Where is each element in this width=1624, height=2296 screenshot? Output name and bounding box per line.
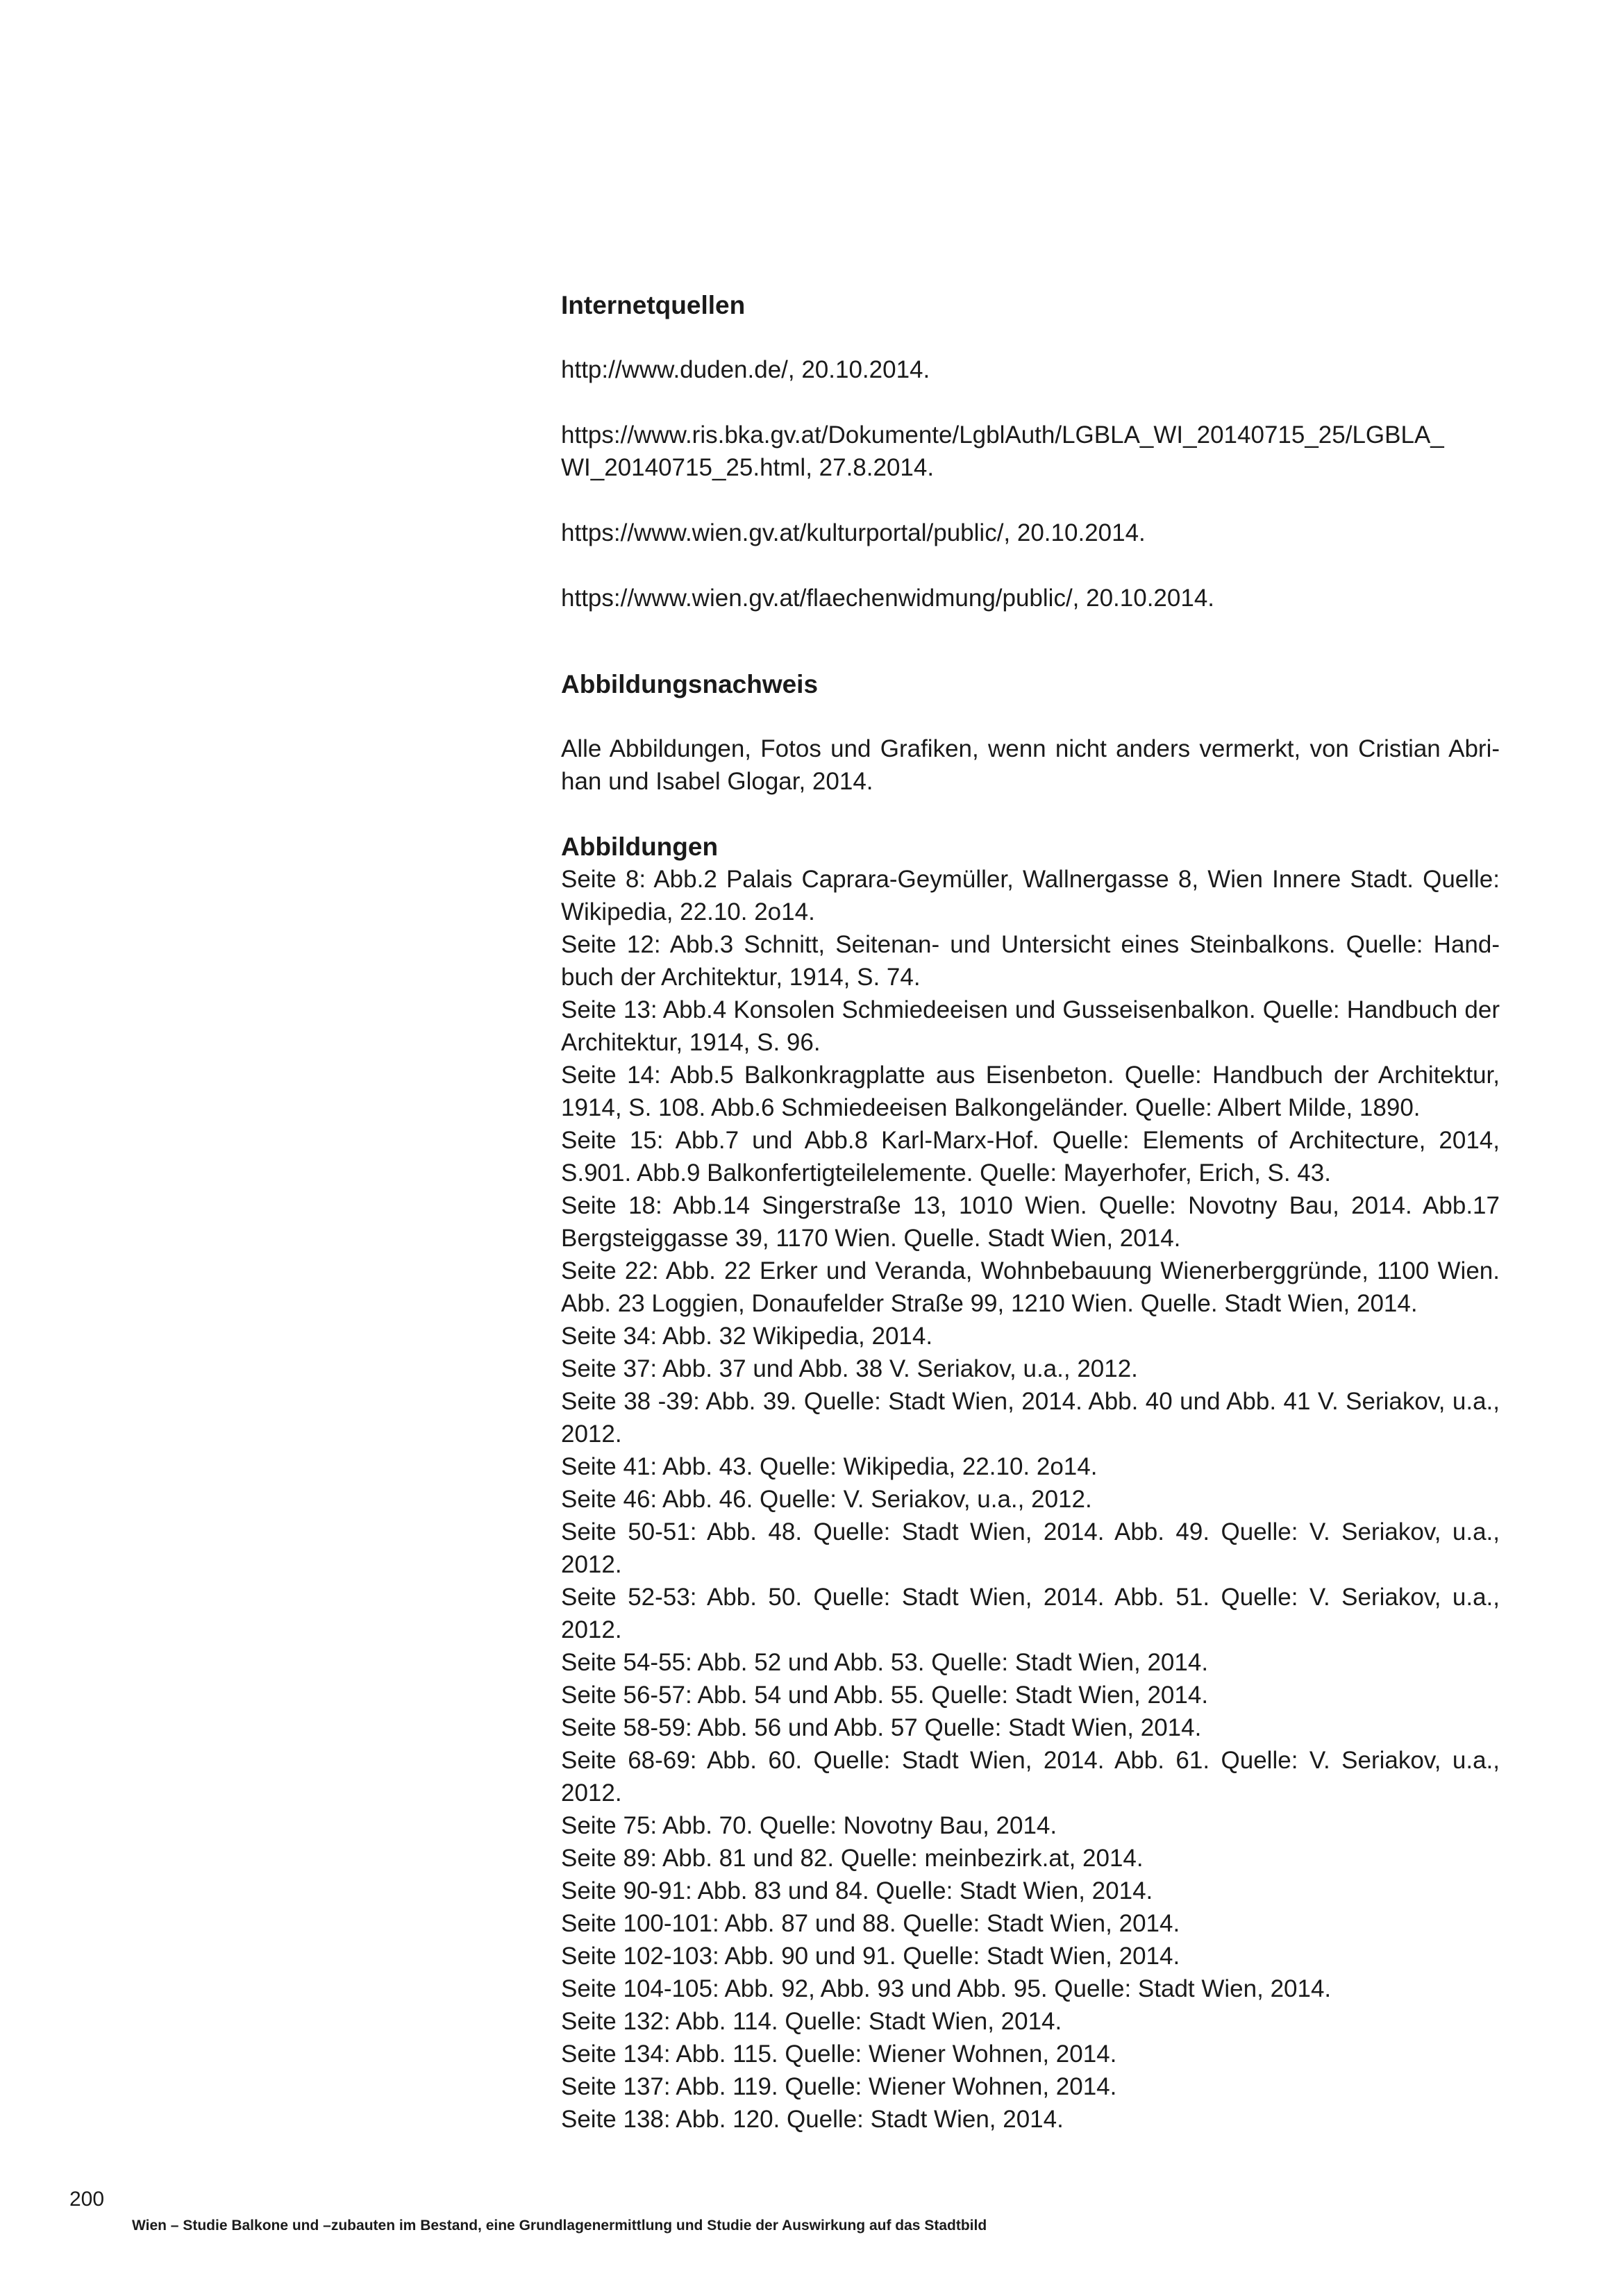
figures-heading: Abbildungen: [561, 832, 719, 861]
figure-entry: Seite 18: Abb.14 Singerstraße 13, 1010 Wien. Quelle: Novotny Bau, 2014. Abb.17 Bergsteiggasse 39, 1170 Wien. Quelle. Stadt Wien, 2014.: [561, 1192, 1500, 1252]
figure-entry: Seite 104-105: Abb. 92, Abb. 93 und Abb. 95. Quelle: Stadt Wien, 2014.: [561, 1975, 1332, 2002]
figures-section: [561, 830, 1500, 2136]
image-credits-text: Alle Abbildungen, Fotos und Grafiken, wenn nicht anders vermerkt, von Cristian Abri-han und Isabel Glogar, 2014.: [561, 735, 1500, 795]
figure-entry: Seite 52-53: Abb. 50. Quelle: Stadt Wien, 2014. Abb. 51. Quelle: V. Seriakov, u.a., 2012.: [561, 1584, 1500, 1643]
figure-entry: Seite 38 -39: Abb. 39. Quelle: Stadt Wien, 2014. Abb. 40 und Abb. 41 V. Seriakov, u.a., 2012.: [561, 1388, 1500, 1448]
content-column: [561, 289, 1500, 2136]
figure-entry: Seite 22: Abb. 22 Erker und Veranda, Wohnbebauung Wienerberggründe, 1100 Wien. Abb. 23 Loggien, Donaufelder Straße 99, 1210 Wien. Quelle. Stadt Wien, 2014.: [561, 1257, 1500, 1317]
figure-entry: Seite 58-59: Abb. 56 und Abb. 57 Quelle: Stadt Wien, 2014.: [561, 1714, 1202, 1741]
internet-source-entry: https://www.ris.bka.gv.at/Dokumente/LgblAuth/LGBLA_WI_20140715_25/LGBLA_ WI_20140715_25.html, 27.8.2014.: [561, 421, 1444, 481]
internet-source-entry: https://www.wien.gv.at/flaechenwidmung/public/, 20.10.2014.: [561, 585, 1215, 612]
figure-entry: Seite 34: Abb. 32 Wikipedia, 2014.: [561, 1323, 933, 1350]
figure-entry: Seite 13: Abb.4 Konsolen Schmiedeeisen und Gusseisenbalkon. Quelle: Handbuch der Architektur, 1914, S. 96.: [561, 996, 1500, 1056]
image-credits-section: [561, 668, 1500, 798]
page-number: 200: [69, 2188, 105, 2211]
figure-entry: Seite 54-55: Abb. 52 und Abb. 53. Quelle: Stadt Wien, 2014.: [561, 1649, 1209, 1676]
figure-entry: Seite 15: Abb.7 und Abb.8 Karl-Marx-Hof. Quelle: Elements of Architecture, 2014, S.901. Abb.9 Balkonfertigteilelemente. Quelle: Mayerhofer, Erich, S. 43.: [561, 1127, 1500, 1187]
figure-entry: Seite 90-91: Abb. 83 und 84. Quelle: Stadt Wien, 2014.: [561, 1877, 1153, 1904]
figure-entry: Seite 138: Abb. 120. Quelle: Stadt Wien, 2014.: [561, 2106, 1064, 2133]
figure-entry: Seite 100-101: Abb. 87 und 88. Quelle: Stadt Wien, 2014.: [561, 1910, 1180, 1937]
figure-entry: Seite 50-51: Abb. 48. Quelle: Stadt Wien, 2014. Abb. 49. Quelle: V. Seriakov, u.a., 2012.: [561, 1518, 1500, 1578]
figure-entry: Seite 46: Abb. 46. Quelle: V. Seriakov, u.a., 2012.: [561, 1486, 1092, 1513]
figure-entry: Seite 12: Abb.3 Schnitt, Seitenan- und Untersicht eines Steinbalkons. Quelle: Hand-buch der Architektur, 1914, S. 74.: [561, 931, 1500, 991]
image-credits-heading: Abbildungsnachweis: [561, 670, 819, 698]
internet-source-entry: http://www.duden.de/, 20.10.2014.: [561, 356, 930, 383]
figure-entry: Seite 56-57: Abb. 54 und Abb. 55. Quelle: Stadt Wien, 2014.: [561, 1682, 1209, 1709]
figure-entry: Seite 68-69: Abb. 60. Quelle: Stadt Wien, 2014. Abb. 61. Quelle: V. Seriakov, u.a., 2012.: [561, 1747, 1500, 1807]
figure-entry: Seite 37: Abb. 37 und Abb. 38 V. Seriakov, u.a., 2012.: [561, 1355, 1138, 1382]
figure-entry: Seite 14: Abb.5 Balkonkragplatte aus Eisenbeton. Quelle: Handbuch der Architektur, 1914, S. 108. Abb.6 Schmiedeeisen Balkongeländer. Quelle: Albert Milde, 1890.: [561, 1062, 1500, 1121]
figure-entry: Seite 137: Abb. 119. Quelle: Wiener Wohnen, 2014.: [561, 2073, 1117, 2100]
figure-entry: Seite 102-103: Abb. 90 und 91. Quelle: Stadt Wien, 2014.: [561, 1943, 1180, 1970]
figure-entry: Seite 41: Abb. 43. Quelle: Wikipedia, 22.10. 2o14.: [561, 1453, 1098, 1480]
figure-entry: Seite 8: Abb.2 Palais Caprara-Geymüller, Wallnergasse 8, Wien Innere Stadt. Quelle: Wikipedia, 22.10. 2o14.: [561, 866, 1500, 925]
internet-sources-heading: Internetquellen: [561, 291, 746, 319]
internet-source-entry: https://www.wien.gv.at/kulturportal/public/, 20.10.2014.: [561, 519, 1146, 546]
footer-title: Wien – Studie Balkone und –zubauten im Bestand, eine Grundlagenermittlung und Studie der Auswirkung auf das Stadtbild: [132, 2218, 987, 2234]
figure-entry: Seite 89: Abb. 81 und 82. Quelle: meinbezirk.at, 2014.: [561, 1845, 1144, 1872]
figure-entry: Seite 134: Abb. 115. Quelle: Wiener Wohnen, 2014.: [561, 2041, 1117, 2068]
figure-entry: Seite 132: Abb. 114. Quelle: Stadt Wien, 2014.: [561, 2008, 1062, 2035]
internet-sources-section: [561, 289, 1500, 614]
figure-entry: Seite 75: Abb. 70. Quelle: Novotny Bau, 2014.: [561, 1812, 1057, 1839]
